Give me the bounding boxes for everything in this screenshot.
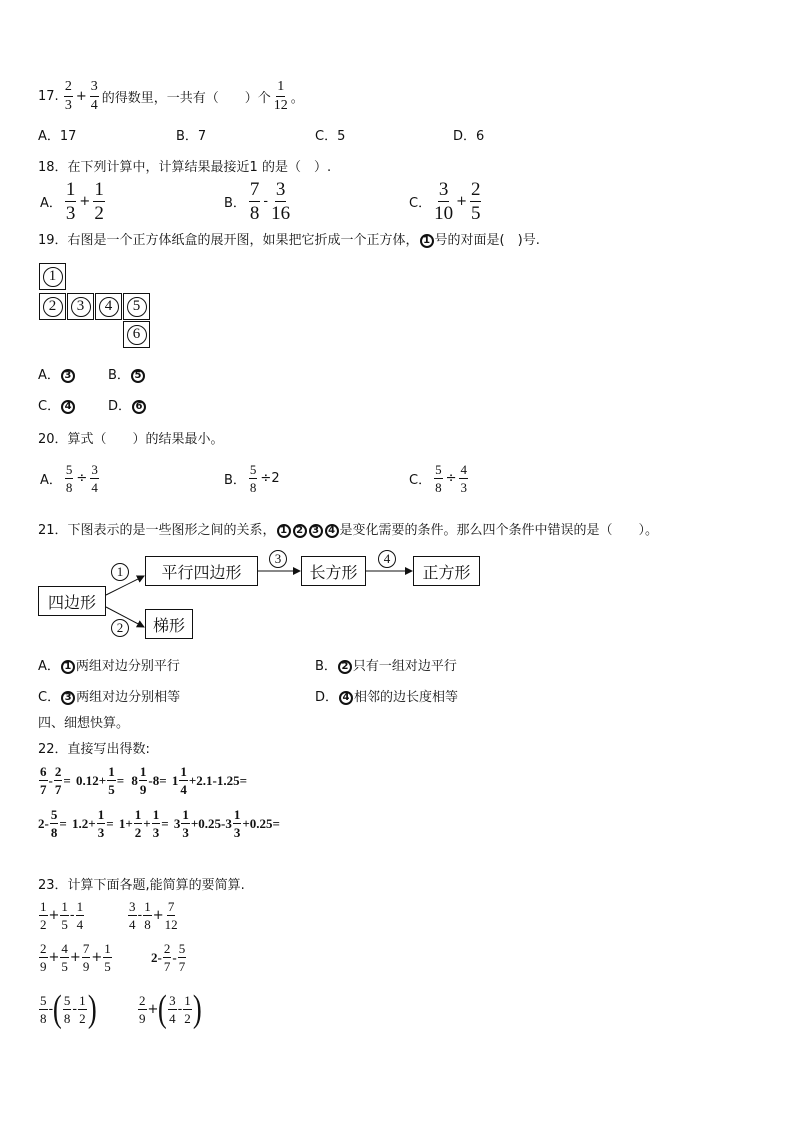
right-paren: ) — [192, 988, 202, 1030]
arrow-label: 3 — [269, 550, 287, 568]
fraction: $\frac{5}{8}$ — [435, 462, 442, 495]
fraction: $\frac{1}{9}$ — [139, 764, 147, 797]
question-21: 21．下图表示的是一些图形之间的关系， 1 2 3 4 是变化需要的条件。那么四个条件中错误的是（ ）。 — [38, 523, 659, 538]
question-20: 20．算式（ ）的结果最小。 — [38, 432, 224, 447]
option-a[interactable]: A．17 — [38, 129, 77, 144]
option-b[interactable]: B． 2 只有一组对边平行 — [315, 659, 457, 674]
question-23: 23．计算下面各题,能简算的要简算. — [38, 878, 245, 893]
option-d[interactable]: D． 4 相邻的边长度相等 — [315, 690, 459, 705]
option-b[interactable]: B． $\frac{7}{8}$ - $\frac{3}{16}$ — [224, 179, 291, 224]
arrow-label: 2 — [111, 619, 129, 637]
net-cell: 2 — [39, 293, 66, 320]
fraction: $\frac{1}{3}$ — [182, 807, 189, 840]
calc-row-2: 2- $\frac{5}{8}$ = 1.2+ $\frac{1}{3}$ = 1+ $\frac{1}{2}$ + $\frac{1}{3}$ = 3 $\frac{1}{3}$ +0.25-3 $\frac{1}{3}$ +0.25= — [38, 807, 280, 840]
problem-5: $\frac{5}{8}$ -( $\frac{5}{8}$ - $\frac{1}{2}$ ) — [40, 988, 97, 1030]
option-b[interactable]: B． 5 — [108, 364, 146, 383]
net-cell: 1 — [39, 263, 66, 290]
fraction: $\frac{3}{16}$ — [271, 179, 291, 224]
fraction: $\frac{5}{8}$ — [65, 462, 73, 495]
fraction: $\frac{1}{2}$ — [94, 179, 104, 224]
option-b[interactable]: B． $\frac{5}{8}$ ÷2 — [224, 462, 280, 495]
option-a[interactable]: A． 1 两组对边分别平行 — [38, 659, 180, 674]
option-d[interactable]: D．6 — [453, 129, 485, 144]
option-c[interactable]: C． 4 — [38, 395, 76, 414]
box-quadrilateral: 四边形 — [38, 586, 106, 616]
box-rectangle: 长方形 — [301, 556, 366, 586]
calc-row-1: $\frac{6}{7}$ - $\frac{2}{7}$ = 0.12+ $\frac{1}{5}$ = 8 $\frac{1}{9}$ -8= 1 $\frac{1}{4}$ +2.1-1.25= — [40, 764, 248, 797]
option-c[interactable]: C． 3 两组对边分别相等 — [38, 690, 181, 705]
net-cell: 6 — [123, 321, 150, 348]
option-d[interactable]: D． 6 — [108, 395, 147, 414]
fraction: $\frac{3}{4}$ — [90, 79, 98, 113]
fraction: $\frac{7}{8}$ — [249, 179, 260, 224]
fraction: $\frac{1}{12}$ — [273, 79, 288, 113]
question-number: 17. — [38, 89, 59, 104]
fraction: $\frac{5}{8}$ — [249, 462, 257, 495]
option-a[interactable]: A． $\frac{1}{3}$ + $\frac{1}{2}$ — [40, 179, 104, 224]
left-paren: ( — [158, 988, 168, 1030]
problem-4: 2- $\frac{2}{7}$ - $\frac{5}{7}$ — [151, 941, 186, 974]
fraction: $\frac{3}{4}$ — [91, 462, 98, 495]
box-parallelogram: 平行四边形 — [145, 556, 258, 586]
question-17: 17. $\frac{2}{3}$ + $\frac{3}{4}$ 的得数里，一共有（ ）个 $\frac{1}{12}$ 。 — [38, 79, 304, 113]
net-cell: 4 — [95, 293, 122, 320]
fraction: $\frac{1}{3}$ — [65, 179, 76, 224]
circled-number: 1 — [420, 234, 434, 248]
fraction: $\frac{1}{3}$ — [97, 807, 105, 840]
fraction: $\frac{6}{7}$ — [40, 764, 47, 797]
option-c[interactable]: C． $\frac{5}{8}$ ÷ $\frac{4}{3}$ — [409, 462, 467, 495]
fraction: $\frac{5}{8}$ — [50, 807, 58, 840]
fraction: $\frac{1}{3}$ — [152, 807, 160, 840]
problem-2: $\frac{3}{4}$ - $\frac{1}{8}$ + $\frac{7}{12}$ — [129, 899, 178, 932]
box-square: 正方形 — [413, 556, 480, 586]
fraction: $\frac{2}{3}$ — [64, 79, 72, 113]
fraction: $\frac{2}{5}$ — [470, 179, 481, 224]
question-text: 的得数里，一共有（ ）个 — [101, 91, 271, 106]
arrow-label: 4 — [378, 550, 396, 568]
option-a[interactable]: A． 3 — [38, 364, 76, 383]
fraction: $\frac{1}{2}$ — [134, 807, 142, 840]
problem-6: $\frac{2}{9}$ +( $\frac{3}{4}$ - $\frac{1}{2}$ ) — [139, 988, 202, 1030]
question-18: 18．在下列计算中，计算结果最接近1 的是（ ）. — [38, 160, 332, 175]
option-c[interactable]: C．5 — [315, 129, 346, 144]
problem-1: $\frac{1}{2}$ + $\frac{1}{5}$ - $\frac{1}{4}$ — [40, 899, 84, 932]
question-19: 19．右图是一个正方体纸盒的展开图，如果把它折成一个正方体， 1 号的对面是( )号. — [38, 233, 540, 248]
fraction: $\frac{3}{10}$ — [434, 179, 454, 224]
right-paren: ) — [87, 988, 97, 1030]
net-cell: 3 — [67, 293, 94, 320]
fraction: $\frac{1}{5}$ — [108, 764, 115, 797]
question-22: 22．直接写出得数: — [38, 742, 150, 757]
arrow-label: 1 — [111, 563, 129, 581]
fraction: $\frac{4}{3}$ — [460, 462, 467, 495]
option-c[interactable]: C． $\frac{3}{10}$ + $\frac{2}{5}$ — [409, 179, 481, 224]
section-heading: 四、细想快算。 — [38, 716, 130, 731]
fraction: $\frac{2}{7}$ — [54, 764, 62, 797]
option-b[interactable]: B．7 — [176, 129, 207, 144]
net-cell: 5 — [123, 293, 150, 320]
problem-3: $\frac{2}{9}$ + $\frac{4}{5}$ + $\frac{7}{9}$ + $\frac{1}{5}$ — [40, 941, 111, 974]
left-paren: ( — [53, 988, 62, 1030]
fraction: $\frac{1}{4}$ — [180, 764, 187, 797]
fraction: $\frac{1}{3}$ — [233, 807, 241, 840]
option-a[interactable]: A． $\frac{5}{8}$ ÷ $\frac{3}{4}$ — [40, 462, 98, 495]
box-trapezoid: 梯形 — [145, 609, 193, 639]
